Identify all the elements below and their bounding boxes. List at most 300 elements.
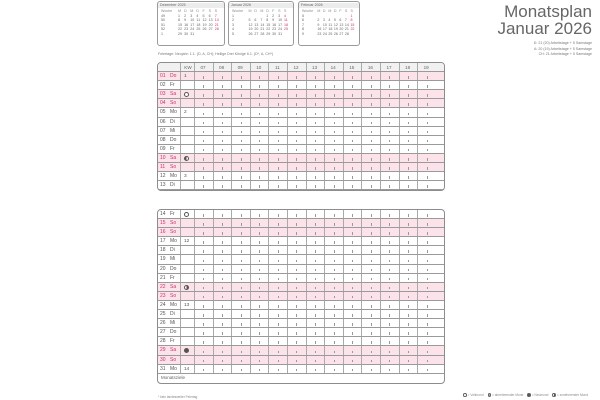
half-hour-tick — [408, 131, 409, 134]
day-row[interactable] — [158, 346, 444, 355]
grid-line — [194, 274, 195, 282]
weekday-label: Mo — [170, 365, 177, 372]
half-hour-tick — [352, 369, 353, 372]
half-hour-tick — [259, 113, 260, 116]
calendar-day: 13 — [254, 22, 259, 27]
day-row[interactable] — [158, 365, 444, 374]
half-hour-tick — [203, 113, 204, 116]
grid-line — [361, 145, 362, 153]
calendar-day — [215, 32, 221, 37]
grid-line — [194, 210, 195, 218]
day-number: 11 — [160, 164, 166, 171]
grid-line — [417, 337, 418, 345]
half-hour-tick — [222, 223, 223, 226]
grid-line — [361, 310, 362, 318]
grid-line — [268, 283, 269, 291]
schedule-panel-bottom — [157, 209, 445, 384]
grid-line — [213, 301, 214, 309]
day-row[interactable] — [158, 310, 444, 319]
half-hour-tick — [278, 140, 279, 143]
half-hour-tick — [427, 351, 428, 354]
week-number: 2 — [232, 18, 234, 22]
grid-line — [250, 63, 251, 71]
day-row[interactable] — [158, 319, 444, 328]
day-row[interactable] — [158, 108, 444, 117]
half-hour-tick — [222, 140, 223, 143]
calendar-day: 19 — [248, 27, 253, 31]
half-hour-tick — [315, 250, 316, 253]
calendar-day: 16 — [184, 22, 189, 27]
half-hour-tick — [203, 360, 204, 363]
weekday-label: Mo — [170, 109, 177, 116]
half-hour-tick — [371, 167, 372, 170]
day-row[interactable] — [158, 292, 444, 301]
grid-line — [324, 127, 325, 135]
day-row[interactable] — [158, 136, 444, 145]
half-hour-tick — [334, 131, 335, 134]
half-hour-tick — [222, 332, 223, 335]
grid-line — [250, 255, 251, 263]
half-hour-tick — [222, 351, 223, 354]
half-hour-tick — [278, 287, 279, 290]
half-hour-tick — [278, 296, 279, 299]
grid-line — [343, 210, 344, 218]
grid-line — [324, 181, 325, 189]
day-row[interactable] — [158, 118, 444, 127]
calendar-day: 3 — [190, 13, 193, 18]
half-hour-tick — [203, 369, 204, 372]
grid-line — [399, 118, 400, 126]
grid-line — [306, 246, 307, 254]
grid-line — [343, 255, 344, 263]
grid-line — [417, 172, 418, 180]
grid-line — [268, 292, 269, 300]
calendar-day: 2 — [272, 13, 275, 18]
day-row[interactable] — [158, 145, 444, 154]
summary-line: D: 21 (20) Arbeitstage + 5 Samstage — [533, 41, 592, 45]
grid-line — [324, 255, 325, 263]
half-hour-tick — [259, 167, 260, 170]
grid-line — [417, 81, 418, 89]
grid-line — [343, 237, 344, 245]
day-row[interactable] — [158, 81, 444, 90]
grid-line — [306, 319, 307, 327]
half-hour-tick — [278, 167, 279, 170]
weekday-label: Mi — [170, 320, 176, 327]
calendar-day: 15 — [266, 22, 271, 27]
day-number: 18 — [160, 247, 166, 254]
half-hour-tick — [259, 269, 260, 272]
calendar-day: 21 — [260, 27, 265, 31]
grid-line — [324, 346, 325, 354]
half-hour-tick — [278, 305, 279, 308]
day-row[interactable] — [158, 181, 444, 190]
grid-line — [287, 154, 288, 162]
calendar-day: M — [178, 9, 182, 13]
grid-line — [343, 72, 344, 80]
weekday-label: Fr — [170, 211, 175, 217]
weekday-label: Do — [170, 73, 177, 80]
last-quarter-moon-icon — [488, 393, 492, 397]
day-row[interactable] — [158, 301, 444, 310]
grid-line — [250, 328, 251, 336]
grid-line — [417, 310, 418, 318]
half-hour-tick — [315, 214, 316, 217]
calendar-day: 11 — [328, 22, 333, 27]
grid-line — [399, 265, 400, 273]
grid-line — [180, 63, 181, 71]
grid-line — [268, 346, 269, 354]
day-row[interactable] — [158, 90, 444, 99]
half-hour-tick — [408, 103, 409, 106]
day-row[interactable] — [158, 127, 444, 136]
grid-line — [417, 63, 418, 71]
calendar-day: 12 — [202, 18, 207, 22]
grid-line — [306, 99, 307, 107]
grid-line — [180, 292, 181, 300]
day-row[interactable] — [158, 237, 444, 246]
grid-line — [324, 63, 325, 71]
day-row[interactable] — [158, 274, 444, 283]
day-row[interactable] — [158, 219, 444, 228]
footnote: * kein landesweiter Feiertag — [158, 395, 198, 399]
calendar-day: 14 — [344, 22, 349, 27]
half-hour-tick — [389, 113, 390, 116]
grid-line — [324, 99, 325, 107]
grid-line — [380, 310, 381, 318]
grid-line — [380, 292, 381, 300]
calendar-day: D — [333, 9, 337, 13]
grid-line — [231, 172, 232, 180]
grid-line — [231, 81, 232, 89]
calendar-day: 11 — [196, 18, 201, 22]
grid-line — [343, 319, 344, 327]
calendar-day: 2 — [317, 18, 320, 22]
grid-line — [231, 136, 232, 144]
grid-line — [417, 265, 418, 273]
title-line1: Monatsplan — [504, 2, 592, 21]
half-hour-tick — [259, 122, 260, 125]
half-hour-tick — [259, 314, 260, 317]
calendar-day: 31 — [278, 31, 283, 36]
mini-calendar-february — [298, 1, 360, 46]
day-row[interactable] — [158, 163, 444, 172]
grid-line — [287, 328, 288, 336]
day-row[interactable] — [158, 265, 444, 274]
day-number: 08 — [160, 136, 166, 143]
half-hour-tick — [334, 94, 335, 97]
weekday-label: Sa — [170, 347, 177, 354]
calendar-day: F — [339, 9, 342, 13]
grid-line — [417, 145, 418, 153]
grid-line — [287, 274, 288, 282]
grid-line — [380, 145, 381, 153]
grid-line — [399, 310, 400, 318]
grid-line — [361, 237, 362, 245]
grid-line — [231, 292, 232, 300]
mini-calendar-week-row — [232, 32, 290, 37]
calendar-day: 31 — [190, 31, 195, 36]
grid-line — [380, 127, 381, 135]
day-row[interactable] — [158, 99, 444, 108]
half-hour-tick — [241, 260, 242, 263]
grid-line — [287, 283, 288, 291]
day-row[interactable] — [158, 246, 444, 255]
calendar-day: 22 — [266, 27, 271, 31]
grid-line — [287, 181, 288, 189]
grid-line — [399, 136, 400, 144]
grid-line — [324, 365, 325, 373]
grid-line — [194, 301, 195, 309]
grid-line — [231, 265, 232, 273]
half-hour-tick — [241, 167, 242, 170]
half-hour-tick — [278, 131, 279, 134]
grid-line — [194, 319, 195, 327]
grid-line — [250, 356, 251, 364]
grid-line — [417, 210, 418, 218]
half-hour-tick — [203, 332, 204, 335]
holiday-note: Feiertage: Neujahr: 1.1. (D, A, CH); Heilige Drei Könige 6.1. (D*, A, CH*) — [158, 52, 274, 56]
grid-line — [343, 346, 344, 354]
legend-label: = abnehmender Mond — [492, 393, 524, 397]
calendar-day: M — [190, 9, 194, 13]
mini-calendar-grid — [161, 9, 221, 36]
grid-line — [399, 154, 400, 162]
calendar-day: 24 — [278, 27, 283, 31]
weekday-label: Do — [170, 265, 177, 272]
calendar-day: 9 — [184, 18, 187, 22]
hour-label: 11 — [275, 65, 280, 70]
weekday-label: Fr — [170, 338, 175, 345]
half-hour-tick — [427, 360, 428, 363]
grid-line — [380, 346, 381, 354]
grid-line — [287, 145, 288, 153]
grid-line — [287, 310, 288, 318]
half-hour-tick — [241, 76, 242, 79]
grid-line — [268, 172, 269, 180]
grid-line — [194, 72, 195, 80]
grid-line — [213, 81, 214, 89]
half-hour-tick — [203, 103, 204, 106]
half-hour-tick — [296, 314, 297, 317]
half-hour-tick — [315, 223, 316, 226]
calendar-day: 26 — [333, 31, 338, 36]
grid-line — [180, 99, 181, 107]
half-hour-tick — [371, 158, 372, 161]
half-hour-tick — [278, 122, 279, 125]
grid-line — [268, 90, 269, 98]
grid-line — [287, 127, 288, 135]
half-hour-tick — [259, 351, 260, 354]
grid-line — [194, 228, 195, 236]
grid-line — [194, 310, 195, 318]
grid-line — [417, 127, 418, 135]
calendar-day — [284, 32, 290, 37]
grid-line — [417, 99, 418, 107]
calendar-day: 25 — [196, 27, 201, 31]
grid-line — [417, 136, 418, 144]
grid-line — [213, 99, 214, 107]
full-moon-icon — [184, 212, 189, 217]
half-hour-tick — [371, 232, 372, 235]
half-hour-tick — [408, 287, 409, 290]
grid-line — [399, 255, 400, 263]
grid-line — [399, 108, 400, 116]
day-number: 13 — [160, 182, 166, 189]
grid-line — [231, 301, 232, 309]
day-row[interactable] — [158, 356, 444, 365]
half-hour-tick — [427, 122, 428, 125]
grid-line — [343, 283, 344, 291]
grid-line — [399, 81, 400, 89]
day-row[interactable] — [158, 255, 444, 264]
mini-calendar-title: Februar 2026 — [299, 3, 359, 8]
calendar-day: 19 — [333, 27, 338, 31]
half-hour-tick — [241, 176, 242, 179]
grid-line — [343, 118, 344, 126]
grid-line — [343, 63, 344, 71]
half-hour-tick — [334, 305, 335, 308]
day-row[interactable] — [158, 337, 444, 346]
day-row[interactable] — [158, 154, 444, 163]
calendar-day: 29 — [266, 31, 271, 36]
grid-line — [399, 246, 400, 254]
half-hour-tick — [371, 140, 372, 143]
day-row[interactable] — [158, 210, 444, 219]
half-hour-tick — [334, 85, 335, 88]
weekday-label: Di — [170, 247, 175, 254]
week-number: 50 — [161, 18, 165, 22]
grid-line — [380, 283, 381, 291]
grid-line — [361, 283, 362, 291]
half-hour-tick — [278, 94, 279, 97]
half-hour-tick — [203, 341, 204, 344]
grid-line — [180, 356, 181, 364]
notes-row[interactable] — [158, 374, 444, 383]
half-hour-tick — [334, 158, 335, 161]
half-hour-tick — [278, 214, 279, 217]
weekday-label: So — [170, 292, 177, 299]
grid-line — [380, 246, 381, 254]
grid-line — [213, 172, 214, 180]
half-hour-tick — [352, 305, 353, 308]
grid-line — [324, 136, 325, 144]
day-row[interactable] — [158, 328, 444, 337]
grid-line — [306, 72, 307, 80]
hour-label: 14 — [330, 65, 336, 70]
weekday-label: Do — [170, 136, 177, 143]
day-number: 31 — [160, 365, 166, 372]
day-number: 19 — [160, 256, 166, 263]
notes-label: Monatsziele — [161, 374, 186, 380]
half-hour-tick — [334, 250, 335, 253]
grid-line — [180, 228, 181, 236]
calendar-day: 13 — [208, 18, 213, 22]
half-hour-tick — [241, 158, 242, 161]
half-hour-tick — [371, 122, 372, 125]
day-row[interactable] — [158, 228, 444, 237]
day-number: 30 — [160, 356, 166, 363]
grid-line — [380, 255, 381, 263]
grid-line — [213, 154, 214, 162]
half-hour-tick — [427, 76, 428, 79]
grid-line — [306, 310, 307, 318]
half-hour-tick — [259, 176, 260, 179]
half-hour-tick — [203, 94, 204, 97]
half-hour-tick — [389, 85, 390, 88]
grid-line — [231, 99, 232, 107]
grid-line — [417, 346, 418, 354]
day-row[interactable] — [158, 172, 444, 181]
half-hour-tick — [352, 214, 353, 217]
grid-line — [287, 210, 288, 218]
half-hour-tick — [296, 131, 297, 134]
half-hour-tick — [259, 232, 260, 235]
half-hour-tick — [203, 158, 204, 161]
half-hour-tick — [389, 158, 390, 161]
half-hour-tick — [389, 323, 390, 326]
half-hour-tick — [371, 241, 372, 244]
half-hour-tick — [222, 360, 223, 363]
half-hour-tick — [427, 167, 428, 170]
grid-line — [380, 210, 381, 218]
new-moon-icon — [184, 348, 189, 353]
half-hour-tick — [315, 232, 316, 235]
grid-line — [268, 237, 269, 245]
half-hour-tick — [352, 76, 353, 79]
grid-line — [231, 118, 232, 126]
day-row[interactable] — [158, 72, 444, 81]
week-number: 13 — [184, 302, 190, 308]
day-number: 16 — [160, 229, 166, 236]
calendar-day: 18 — [284, 22, 289, 27]
grid-line — [361, 337, 362, 345]
grid-line — [343, 81, 344, 89]
day-row[interactable] — [158, 283, 444, 292]
grid-line — [306, 265, 307, 273]
half-hour-tick — [203, 323, 204, 326]
half-hour-tick — [389, 278, 390, 281]
week-number: Woche — [232, 9, 244, 13]
grid-line — [380, 365, 381, 373]
grid-line — [306, 292, 307, 300]
grid-line — [180, 237, 181, 245]
grid-line — [306, 301, 307, 309]
grid-line — [324, 319, 325, 327]
half-hour-tick — [389, 176, 390, 179]
half-hour-tick — [222, 76, 223, 79]
grid-line — [324, 328, 325, 336]
half-hour-tick — [371, 76, 372, 79]
half-hour-tick — [389, 214, 390, 217]
mini-calendar-grid — [302, 9, 356, 36]
grid-line — [268, 219, 269, 227]
grid-line — [250, 163, 251, 171]
half-hour-tick — [334, 323, 335, 326]
half-hour-tick — [427, 287, 428, 290]
half-hour-tick — [352, 94, 353, 97]
calendar-day: D — [322, 9, 326, 13]
half-hour-tick — [241, 214, 242, 217]
grid-line — [361, 228, 362, 236]
grid-line — [380, 237, 381, 245]
half-hour-tick — [371, 269, 372, 272]
grid-line — [361, 127, 362, 135]
grid-line — [231, 365, 232, 373]
calendar-day: 16 — [272, 22, 277, 27]
grid-line — [231, 319, 232, 327]
half-hour-tick — [408, 314, 409, 317]
